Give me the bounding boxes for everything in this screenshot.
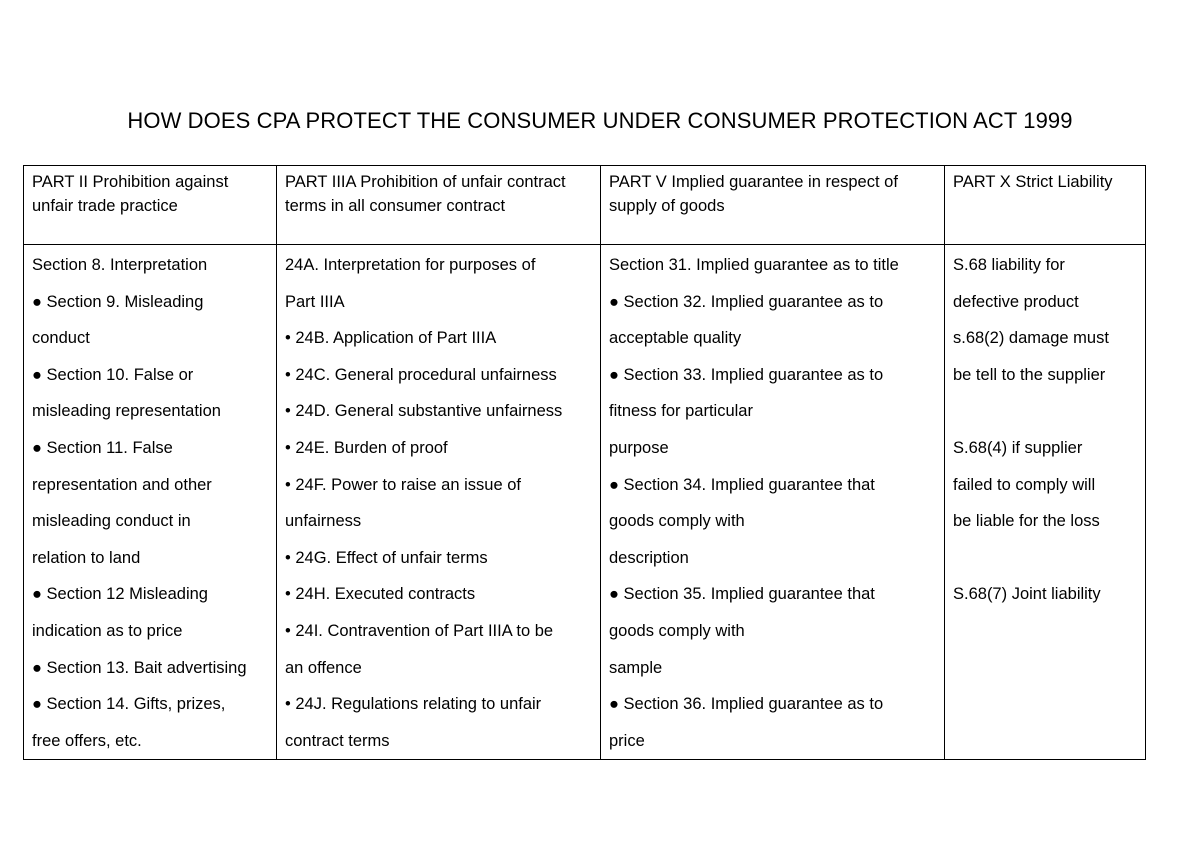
cell-line: • 24F. Power to raise an issue of	[285, 475, 521, 494]
header-part-ii: PART II Prohibition against unfair trade practice	[24, 166, 277, 245]
cell-line: ● Section 11. False	[32, 438, 173, 457]
cell-line: fitness for particular	[609, 402, 753, 421]
header-part-iiia: PART IIIA Prohibition of unfair contract terms in all consumer contract	[277, 166, 601, 245]
cell-line: conduct	[32, 329, 90, 348]
cell-line: price	[609, 731, 645, 750]
cell-line: Section 8. Interpretation	[32, 256, 208, 274]
cell-line	[953, 540, 1141, 577]
cell-line: ● Section 13. Bait advertising	[32, 658, 247, 677]
cell-line: ● Section 32. Implied guarantee as to	[609, 292, 884, 311]
cell-line: • 24H. Executed contracts	[285, 585, 476, 604]
cell-line: • 24B. Application of Part IIIA	[285, 329, 497, 348]
cell-line: sample	[609, 658, 663, 677]
cell-line: acceptable quality	[609, 329, 742, 348]
cell-part-x-sections	[945, 245, 1146, 760]
cell-line: S.68(7) Joint liability	[953, 585, 1101, 604]
cell-line: • 24D. General substantive unfairness	[285, 402, 563, 421]
cell-line: relation to land	[32, 548, 141, 567]
cell-line: defective product	[953, 292, 1079, 311]
cell-line: Part IIIA	[285, 292, 345, 311]
cell-line: • 24I. Contravention of Part IIIA to be	[285, 621, 554, 640]
cell-line: • 24J. Regulations relating to unfair	[285, 695, 542, 714]
cell-line: be liable for the loss	[953, 512, 1100, 531]
cell-line	[953, 393, 1141, 430]
document-title: HOW DOES CPA PROTECT THE CONSUMER UNDER CONSUMER PROTECTION ACT 1999	[127, 108, 1073, 133]
cell-line: failed to comply will	[953, 475, 1096, 494]
cell-line: ● Section 35. Implied guarantee that	[609, 585, 875, 604]
cell-line: ● Section 12 Misleading	[32, 585, 208, 604]
cell-line: be tell to the supplier	[953, 365, 1106, 384]
cell-line: s.68(2) damage must	[953, 329, 1109, 348]
cell-line: ● Section 33. Implied guarantee as to	[609, 365, 884, 384]
cell-part-v-sections	[601, 245, 945, 760]
cell-line: S.68(4) if supplier	[953, 438, 1083, 457]
cell-line: ● Section 9. Misleading	[32, 292, 204, 311]
cell-line: contract terms	[285, 731, 390, 750]
cell-line: Section 31. Implied guarantee as to title	[609, 256, 899, 274]
cell-line: purpose	[609, 438, 669, 457]
cell-part-iiia-sections	[277, 245, 601, 760]
cell-line: 24A. Interpretation for purposes of	[285, 256, 536, 274]
cell-line: ● Section 36. Implied guarantee as to	[609, 695, 884, 714]
cell-line: ● Section 14. Gifts, prizes,	[32, 695, 226, 714]
header-part-x: PART X Strict Liability	[945, 166, 1146, 245]
cell-line: misleading conduct in	[32, 512, 191, 531]
cell-line: ● Section 34. Implied guarantee that	[609, 475, 875, 494]
cell-part-ii-sections	[24, 245, 277, 760]
cell-line: description	[609, 548, 689, 567]
cell-line: an offence	[285, 658, 362, 677]
cell-line: free offers, etc.	[32, 731, 142, 750]
cell-line: goods comply with	[609, 621, 745, 640]
table-header-row	[24, 166, 1146, 245]
cell-line: misleading representation	[32, 402, 221, 421]
cell-line: representation and other	[32, 475, 212, 494]
cell-line: S.68 liability for	[953, 256, 1065, 274]
cell-line: indication as to price	[32, 621, 183, 640]
table-body-row	[24, 245, 1146, 760]
cell-line: • 24G. Effect of unfair terms	[285, 548, 488, 567]
header-part-v: PART V Implied guarantee in respect of supply of goods	[601, 166, 945, 245]
cell-line: goods comply with	[609, 512, 745, 531]
cell-line: unfairness	[285, 512, 362, 531]
cell-line: • 24E. Burden of proof	[285, 438, 448, 457]
cell-line: ● Section 10. False or	[32, 365, 194, 384]
cpa-provisions-table	[23, 165, 1146, 760]
cell-line: • 24C. General procedural unfairness	[285, 365, 557, 384]
